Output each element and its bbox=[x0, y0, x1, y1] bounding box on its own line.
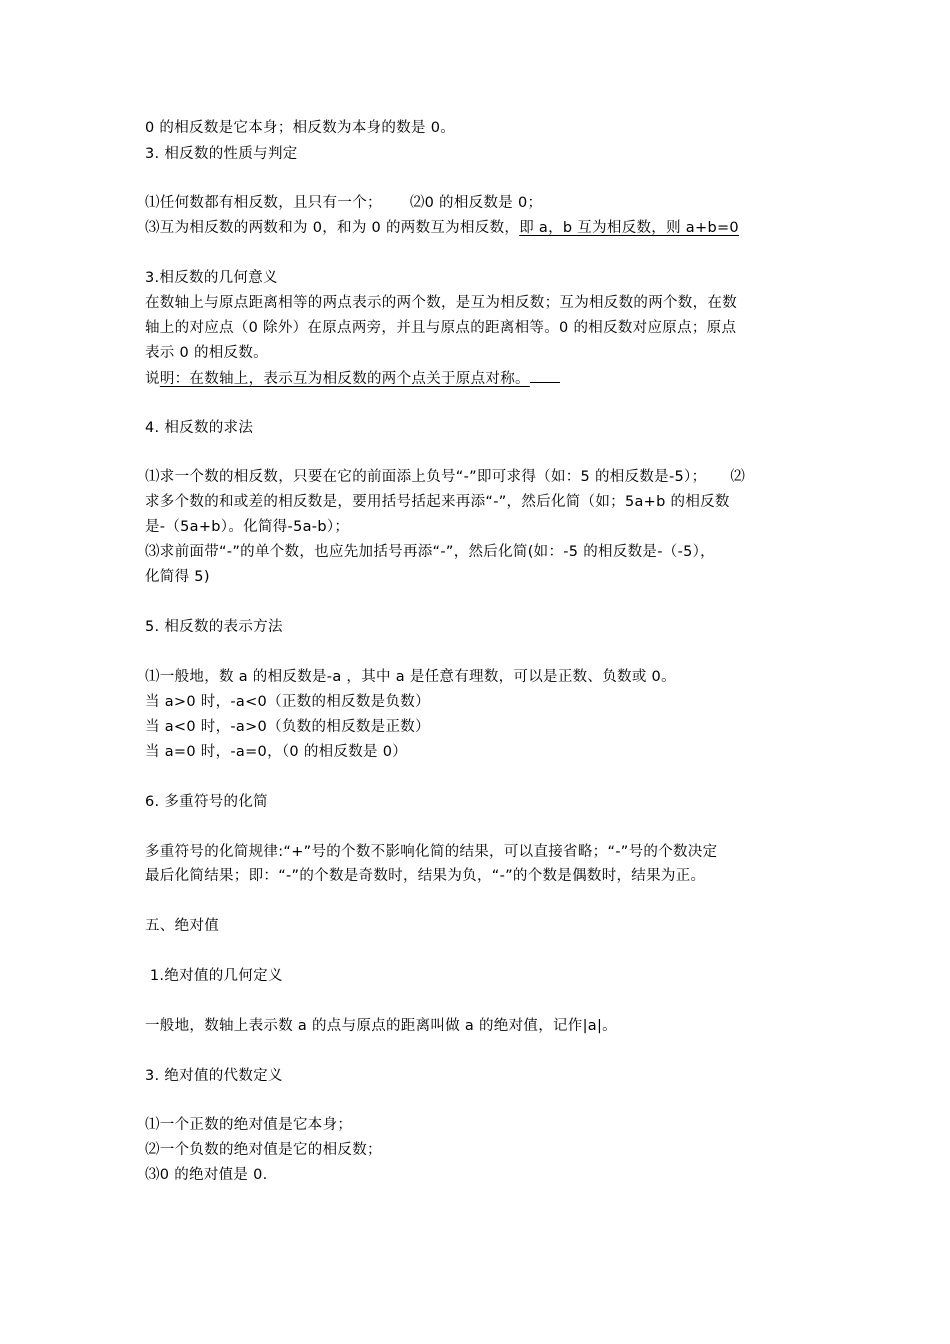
text-line: 多重符号的化简规律:“+”号的个数不影响化简的结果，可以直接省略；“-”号的个数决定 bbox=[145, 844, 718, 860]
text-line: 化简得 5) bbox=[145, 569, 210, 585]
text-line: 轴上的对应点（0 除外）在原点两旁，并且与原点的距离相等。0 的相反数对应原点；原点 bbox=[145, 320, 737, 336]
section-heading: 3.相反数的几何意义 bbox=[145, 270, 278, 286]
underline-trail bbox=[530, 368, 560, 383]
text-line: 最后化简结果；即：“-”的个数是奇数时，结果为负，“-”的个数是偶数时，结果为正。 bbox=[145, 868, 706, 884]
text-line: 当 a=0 时，-a=0，（0 的相反数是 0） bbox=[145, 744, 408, 760]
text-line bbox=[145, 218, 739, 238]
text-line bbox=[145, 467, 745, 487]
section-heading: 1.绝对值的几何定义 bbox=[145, 968, 283, 984]
text-segment: 说 bbox=[145, 371, 160, 387]
text-segment: ⑵0 的相反数是 0； bbox=[409, 195, 543, 211]
underlined-text: 即 a，b 互为相反数，则 a+b=0 bbox=[519, 220, 739, 236]
text-line: ⑴一个正数的绝对值是它本身； bbox=[145, 1117, 353, 1133]
text-line: 0 的相反数是它本身；相反数为本身的数是 0。 bbox=[145, 120, 456, 136]
section-heading: 3. 绝对值的代数定义 bbox=[145, 1068, 283, 1084]
text-line bbox=[145, 193, 542, 213]
text-line: 是-（5a+b）。化简得-5a-b）； bbox=[145, 519, 350, 535]
chapter-heading: 五、绝对值 bbox=[145, 918, 219, 934]
text-line: 表示 0 的相反数。 bbox=[145, 345, 268, 361]
text-line: 一般地，数轴上表示数 a 的点与原点的距离叫做 a 的绝对值，记作|a|。 bbox=[145, 1018, 617, 1034]
text-segment: ⑴任何数都有相反数，且只有一个； bbox=[145, 195, 382, 211]
section-heading: 5. 相反数的表示方法 bbox=[145, 619, 283, 635]
text-line: ⑶0 的绝对值是 0. bbox=[145, 1167, 268, 1183]
text-line: 当 a>0 时，-a<0（正数的相反数是负数） bbox=[145, 694, 430, 710]
text-line: ⑵一个负数的绝对值是它的相反数； bbox=[145, 1142, 382, 1158]
text-line: 求多个数的和或差的相反数是，要用括号括起来再添“-”，然后化简（如；5a+b 的相反数 bbox=[145, 494, 730, 510]
section-heading: 4. 相反数的求法 bbox=[145, 420, 254, 436]
text-line bbox=[145, 368, 560, 389]
section-heading: 6. 多重符号的化简 bbox=[145, 794, 268, 810]
section-heading: 3. 相反数的性质与判定 bbox=[145, 146, 298, 162]
text-segment: ⑴求一个数的相反数，只要在它的前面添上负号“-”即可求得（如：5 的相反数是-5）； bbox=[145, 469, 707, 485]
text-segment: ⑶互为相反数的两数和为 0，和为 0 的两数互为相反数， bbox=[145, 220, 520, 236]
text-line: ⑴一般地，数 a 的相反数是-a ，其中 a 是任意有理数，可以是正数、负数或 0。 bbox=[145, 669, 676, 685]
text-line: 在数轴上与原点距离相等的两点表示的两个数，是互为相反数；互为相反数的两个数，在数 bbox=[145, 295, 737, 311]
underlined-text: 明：在数轴上，表示互为相反数的两个点关于原点对称。 bbox=[159, 371, 530, 387]
text-line: 当 a<0 时，-a>0（负数的相反数是正数） bbox=[145, 719, 430, 735]
text-line: ⑶求前面带“-”的单个数，也应先加括号再添“-”，然后化简(如：-5 的相反数是-（-5）， bbox=[145, 544, 715, 560]
text-segment: ⑵ bbox=[730, 469, 746, 485]
